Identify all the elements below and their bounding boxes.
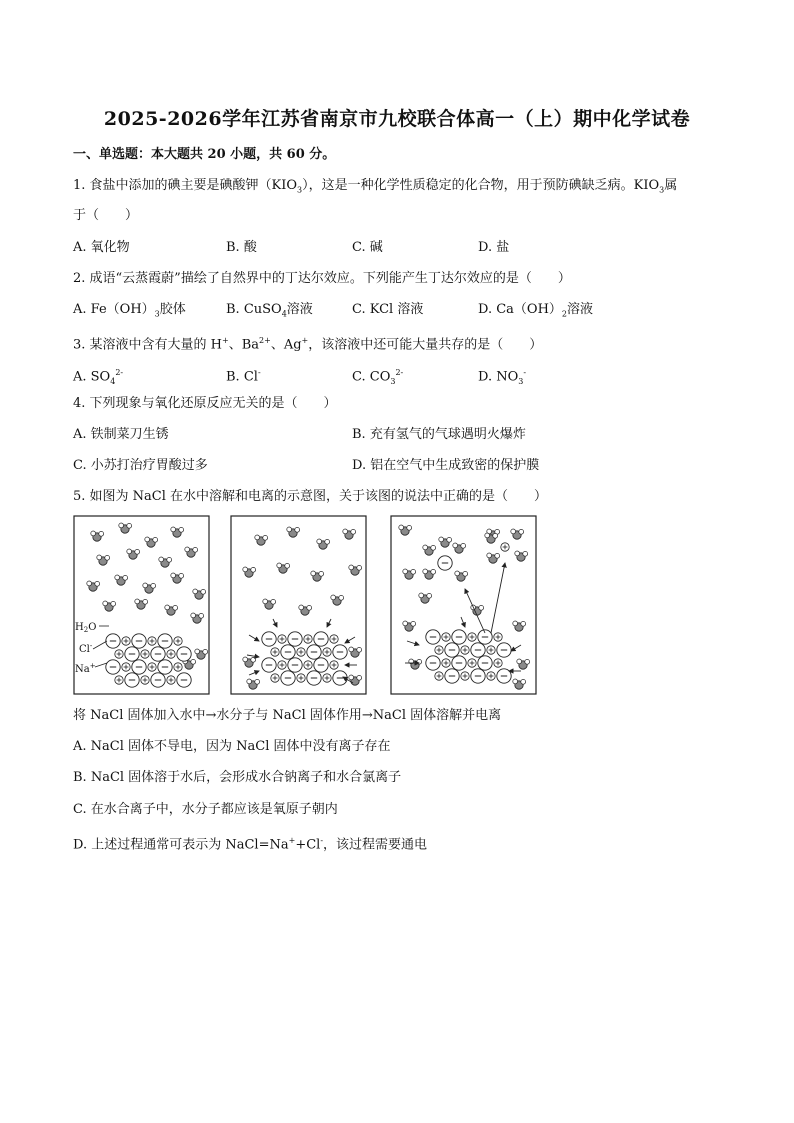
q1-stem-line2: 于（ ）	[73, 208, 139, 223]
water-molecule	[119, 523, 132, 533]
q4-option-c[interactable]: C. 小苏打治疗胃酸过多	[73, 458, 208, 473]
q3-option-b[interactable]: B. Cl-	[226, 368, 261, 385]
sodium-ion	[148, 663, 156, 671]
sodium-ion	[141, 676, 149, 684]
q4-option-b[interactable]: B. 充有氢气的气球遇明火爆炸	[352, 427, 526, 442]
water-molecule	[91, 531, 104, 541]
label-cl: Cl-	[79, 642, 93, 655]
chloride-ion	[106, 634, 120, 648]
sodium-ion	[271, 648, 279, 656]
q3-option-d[interactable]: D. $NO_3^-$	[478, 368, 527, 386]
sodium-ion	[461, 646, 469, 654]
sodium-ion	[323, 674, 331, 682]
sodium-ion	[174, 663, 182, 671]
sodium-ion	[278, 635, 286, 643]
sodium-ion	[167, 676, 175, 684]
water-molecule	[343, 529, 356, 539]
q5-option-b[interactable]: B. NaCl 固体溶于水后，会形成水合钠离子和水合氯离子	[73, 770, 402, 785]
water-molecule	[287, 527, 300, 537]
water-molecule	[191, 613, 204, 623]
chloride-ion	[452, 656, 466, 670]
water-molecule	[87, 581, 100, 591]
q3-stem: 3. 某溶液中含有大量的 H+、$Ba^{2+}$、Ag+，该溶液中还可能大量共存的是（ ）	[73, 336, 543, 353]
chloride-ion	[288, 658, 302, 672]
chloride-ion	[333, 645, 347, 659]
water-molecule	[255, 535, 268, 545]
water-molecule	[97, 555, 110, 565]
sodium-ion	[487, 672, 495, 680]
water-molecule	[247, 679, 260, 689]
water-molecule	[263, 599, 276, 609]
water-molecule	[299, 605, 312, 615]
q3-option-a[interactable]: A. $SO_4^{2-}$	[73, 368, 124, 386]
q2-stem: 2. 成语“云蒸霞蔚”描绘了自然界中的丁达尔效应。下列能产生丁达尔效应的是（ ）	[73, 271, 571, 286]
chloride-ion	[151, 647, 165, 661]
sodium-ion	[271, 674, 279, 682]
water-molecule	[419, 593, 432, 603]
sodium-ion	[442, 633, 450, 641]
chloride-ion	[177, 647, 191, 661]
q1-option-a[interactable]: A. 氧化物	[73, 240, 130, 255]
q4-option-a[interactable]: A. 铁制菜刀生锈	[73, 427, 169, 442]
sodium-ion	[461, 672, 469, 680]
chloride-ion	[445, 669, 459, 683]
sodium-ion	[494, 659, 502, 667]
sodium-ion	[122, 663, 130, 671]
sodium-ion	[141, 650, 149, 658]
sodium-ion	[323, 648, 331, 656]
nacl-dissolution-figure	[73, 515, 537, 695]
q4-option-d[interactable]: D. 铝在空气中生成致密的保护膜	[352, 458, 540, 473]
panel-2-nacl-crystal	[262, 632, 347, 685]
q5-caption: 将 NaCl 固体加入水中→水分子与 NaCl 固体作用→NaCl 固体溶解并电离	[73, 708, 502, 723]
water-molecule	[145, 537, 158, 547]
label-na: Na+	[75, 662, 96, 675]
sodium-ion	[304, 661, 312, 669]
water-molecule	[165, 605, 178, 615]
chloride-ion	[177, 673, 191, 687]
sodium-ion	[330, 635, 338, 643]
sodium-ion	[297, 648, 305, 656]
q1-stem: 1. 食盐中添加的碘主要是碘酸钾$(KIO_3)$，这是一种化学性质稳定的化合物，用于预防碘缺乏病。$KIO_3$属	[73, 178, 678, 195]
chloride-ion	[314, 632, 328, 646]
section-heading: 一、单选题：本大题共 20 小题，共 60 分。	[73, 147, 336, 162]
water-molecule	[349, 565, 362, 575]
q2-option-d[interactable]: D. $Ca(OH)_2$溶液	[478, 302, 594, 319]
water-molecule	[171, 573, 184, 583]
chloride-ion	[158, 634, 172, 648]
chloride-ion	[125, 647, 139, 661]
chloride-ion	[132, 660, 146, 674]
panel-1-water-molecules	[87, 523, 208, 669]
panel-3-nacl-crystal	[426, 630, 511, 683]
sodium-ion	[435, 672, 443, 680]
chloride-ion	[125, 673, 139, 687]
chloride-ion	[281, 671, 295, 685]
sodium-ion	[468, 659, 476, 667]
chloride-ion	[497, 643, 511, 657]
chloride-ion	[314, 658, 328, 672]
chloride-ion	[452, 630, 466, 644]
q2-option-b[interactable]: B. CuSO$_4$溶液	[226, 302, 313, 319]
sodium-ion	[122, 637, 130, 645]
sodium-ion	[435, 646, 443, 654]
chloride-ion	[445, 643, 459, 657]
water-molecule	[243, 657, 256, 667]
q2-option-a[interactable]: A. $Fe(OH)_3$胶体	[73, 302, 186, 319]
sodium-ion	[297, 674, 305, 682]
water-molecule	[193, 589, 206, 599]
water-molecule	[331, 595, 344, 605]
sodium-ion	[487, 646, 495, 654]
water-molecule	[127, 549, 140, 559]
panel-1-nacl-crystal	[106, 634, 191, 687]
chloride-ion	[288, 632, 302, 646]
sodium-ion	[167, 650, 175, 658]
q5-option-d[interactable]: D. 上述过程通常可表示为 NaCl=Na++Cl-，该过程需要通电	[73, 836, 428, 853]
label-h2o: $H_2O$	[75, 622, 97, 634]
water-molecule	[403, 621, 416, 631]
q2-option-c[interactable]: C. KCl 溶液	[352, 302, 424, 317]
chloride-ion	[106, 660, 120, 674]
page-title: 2025-2026学年江苏省南京市九校联合体高一（上）期中化学试卷	[103, 108, 691, 130]
water-molecule	[195, 649, 208, 659]
chloride-ion	[151, 673, 165, 687]
water-molecule	[513, 621, 526, 631]
q1-option-c[interactable]: C. 碱	[352, 240, 383, 255]
q3-option-c[interactable]: C. $CO_3^{2-}$	[352, 368, 404, 386]
water-molecule	[349, 647, 362, 657]
hydrated-chloride-ion	[423, 537, 468, 581]
q1-option-b[interactable]: B. 酸	[226, 240, 257, 255]
water-molecule	[311, 571, 324, 581]
water-molecule	[317, 539, 330, 549]
water-molecule	[115, 575, 128, 585]
chloride-ion	[132, 634, 146, 648]
q1-option-d[interactable]: D. 盐	[478, 240, 510, 255]
water-molecule	[243, 567, 256, 577]
sodium-ion	[278, 661, 286, 669]
q5-option-c[interactable]: C. 在水合离子中，水分子都应该是氧原子朝内	[73, 802, 338, 817]
chloride-ion	[426, 656, 440, 670]
water-molecule	[403, 569, 416, 579]
water-molecule	[517, 659, 530, 669]
water-molecule	[185, 547, 198, 557]
chloride-ion	[307, 671, 321, 685]
q5-stem: 5. 如图为 NaCl 在水中溶解和电离的示意图，关于该图的说法中正确的是（ ）	[73, 489, 548, 504]
chloride-ion	[471, 643, 485, 657]
chloride-ion	[158, 660, 172, 674]
chloride-ion	[281, 645, 295, 659]
water-molecule	[349, 675, 362, 685]
chloride-ion	[426, 630, 440, 644]
water-molecule	[277, 563, 290, 573]
sodium-ion	[468, 633, 476, 641]
sodium-ion	[494, 633, 502, 641]
water-molecule	[143, 583, 156, 593]
sodium-ion	[115, 676, 123, 684]
water-molecule	[513, 679, 526, 689]
chloride-ion	[478, 656, 492, 670]
sodium-ion	[330, 661, 338, 669]
sodium-ion	[442, 659, 450, 667]
water-molecule	[171, 527, 184, 537]
water-molecule	[135, 599, 148, 609]
sodium-ion	[304, 635, 312, 643]
sodium-ion	[115, 650, 123, 658]
chloride-ion	[307, 645, 321, 659]
water-molecule	[103, 601, 116, 611]
chloride-ion	[262, 658, 276, 672]
water-molecule	[159, 557, 172, 567]
q4-stem: 4. 下列现象与氧化还原反应无关的是（ ）	[73, 396, 337, 411]
chloride-ion	[471, 669, 485, 683]
water-molecule	[399, 525, 412, 535]
q5-option-a[interactable]: A. NaCl 固体不导电，因为 NaCl 固体中没有离子存在	[73, 739, 391, 754]
sodium-ion	[174, 637, 182, 645]
water-molecule	[409, 659, 422, 669]
chloride-ion	[262, 632, 276, 646]
sodium-ion	[148, 637, 156, 645]
